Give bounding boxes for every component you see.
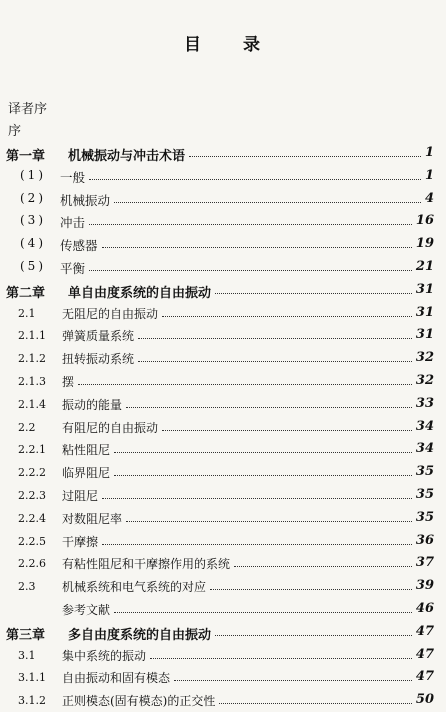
toc-entry-number: 第一章 xyxy=(6,149,46,164)
toc-entry-page: 31 xyxy=(415,281,434,297)
front-matter-translator-preface: 译者序 xyxy=(8,102,48,117)
toc-entry-number: 3.1 xyxy=(18,648,36,662)
toc-entry-page: 21 xyxy=(415,258,434,274)
toc-leader-dots xyxy=(126,407,412,408)
toc-entry xyxy=(0,438,446,461)
toc-leader-dots xyxy=(219,703,412,704)
toc-entry xyxy=(0,188,446,211)
toc-entry-number: 2.2.5 xyxy=(18,534,46,548)
toc-entry xyxy=(0,644,446,667)
toc-entry xyxy=(0,347,446,370)
toc-entry-title: 临界阻尼 xyxy=(62,466,111,481)
toc-entry-page: 32 xyxy=(415,350,434,366)
toc-entry-number: 2.1.2 xyxy=(18,352,46,366)
toc-leader-dots xyxy=(138,361,412,362)
toc-entry-page: 19 xyxy=(415,236,434,252)
toc-entry-page: 37 xyxy=(415,555,434,571)
toc-entry-number: 2.3 xyxy=(18,580,36,594)
toc-leader-dots xyxy=(78,384,412,385)
toc-entry-page: 31 xyxy=(415,304,434,320)
toc-entry-title: 正则模态(固有模态)的正交性 xyxy=(62,694,216,709)
toc-entry-title: 传感器 xyxy=(60,238,98,254)
toc-entry-page: 47 xyxy=(415,623,434,639)
toc-entry-number: 2.2.4 xyxy=(18,511,46,525)
toc-entry-page: 47 xyxy=(415,646,434,662)
toc-leader-dots xyxy=(89,179,421,180)
toc-entry-number: 第二章 xyxy=(6,285,46,301)
toc-entry-title: 集中系统的振动 xyxy=(62,648,147,663)
toc-leader-dots xyxy=(138,338,412,339)
toc-entry-page: 31 xyxy=(415,327,434,343)
toc-entry-number: 第三章 xyxy=(6,627,46,643)
toc-entry-page: 39 xyxy=(415,578,434,594)
toc-leader-dots xyxy=(114,612,412,613)
toc-entry xyxy=(0,165,446,188)
toc-entry-number: (1) xyxy=(20,167,46,182)
toc-leader-dots xyxy=(114,475,412,476)
toc-entry-page: 35 xyxy=(415,509,434,525)
toc-leader-dots xyxy=(114,452,412,453)
toc-leader-dots xyxy=(150,658,412,659)
toc-entry-number: 2.2.6 xyxy=(18,557,46,571)
toc-entry-page: 33 xyxy=(415,395,434,411)
toc-entry xyxy=(0,621,446,644)
toc-entry-title: 一般 xyxy=(60,169,86,185)
toc-entry-number: (3) xyxy=(20,213,46,228)
toc-entry xyxy=(0,324,446,347)
toc-entry-page: 35 xyxy=(415,464,434,480)
toc-leader-dots xyxy=(102,544,412,545)
toc-entry xyxy=(0,461,446,484)
toc-entry-number: 2.1.4 xyxy=(18,397,46,411)
toc-entry-title: 粘性阻尼 xyxy=(62,443,111,458)
toc-entry xyxy=(0,689,446,712)
toc-entry xyxy=(0,233,446,256)
toc-entry xyxy=(0,666,446,689)
toc-leader-dots xyxy=(126,521,412,522)
toc-entry xyxy=(0,279,446,302)
toc-entry-page: 1 xyxy=(424,145,434,160)
toc-entry-number: 2.1 xyxy=(18,306,36,320)
toc-leader-dots xyxy=(89,224,412,225)
toc-entry xyxy=(0,256,446,279)
toc-entry xyxy=(0,598,446,621)
toc-entry-number: 2.2.3 xyxy=(18,488,46,502)
toc-entry xyxy=(0,416,446,439)
toc-entry-number: 3.1.1 xyxy=(18,671,46,685)
title-char-right: 录 xyxy=(243,35,262,55)
toc-entry-title: 单自由度系统的自由振动 xyxy=(68,285,212,301)
toc-entry xyxy=(0,210,446,233)
toc-entry-title: 平衡 xyxy=(60,260,86,276)
toc-entry xyxy=(0,575,446,598)
toc-entry-title: 机械系统和电气系统的对应 xyxy=(62,580,207,595)
toc-leader-dots xyxy=(102,498,412,499)
toc-entry-number: (4) xyxy=(20,236,46,251)
toc-entry-title: 摆 xyxy=(62,374,75,389)
front-matter-preface: 序 xyxy=(8,124,22,139)
toc-entry-page: 34 xyxy=(415,441,434,457)
toc-entry-title: 弹簧质量系统 xyxy=(62,329,135,344)
toc-entry-page: 34 xyxy=(415,418,434,434)
toc-entry-number: (5) xyxy=(20,258,46,273)
toc-leader-dots xyxy=(189,156,421,157)
toc-leader-dots xyxy=(174,680,412,681)
toc-entry xyxy=(0,142,446,165)
toc-entry xyxy=(0,393,446,416)
toc-entry-number: 3.1.2 xyxy=(18,694,46,708)
toc-entry-title: 机械振动 xyxy=(60,192,111,208)
toc-entry-number: (2) xyxy=(20,190,46,205)
toc-entry-page: 4 xyxy=(424,190,434,206)
toc-leader-dots xyxy=(215,635,412,636)
toc-entry-number: 2.2 xyxy=(18,420,36,434)
toc-entry xyxy=(0,507,446,530)
toc-entry-title: 振动的能量 xyxy=(62,397,123,412)
toc-entry-number: 2.1.1 xyxy=(18,329,46,343)
toc-leader-dots xyxy=(234,566,412,567)
toc-leader-dots xyxy=(102,247,412,248)
toc-leader-dots xyxy=(114,202,421,203)
toc-entry-title: 过阻尼 xyxy=(62,488,99,503)
toc-entry xyxy=(0,370,446,393)
toc-entry-title: 有粘性阻尼和干摩擦作用的系统 xyxy=(62,557,231,572)
toc-entry-title: 多自由度系统的自由振动 xyxy=(68,627,212,643)
toc-leader-dots xyxy=(210,589,412,590)
toc-entry-page: 32 xyxy=(415,372,434,388)
toc-entry-page: 35 xyxy=(415,486,434,502)
toc-entry-page: 47 xyxy=(415,669,434,685)
toc-entry-number: 2.2.2 xyxy=(18,466,46,480)
toc-entry-page: 46 xyxy=(415,600,434,616)
toc-leader-dots xyxy=(215,293,412,294)
toc-entry xyxy=(0,530,446,553)
toc-entry-page: 1 xyxy=(424,167,434,183)
toc-leader-dots xyxy=(162,430,412,431)
toc-entry-page: 36 xyxy=(415,532,434,548)
toc-entry-title: 干摩擦 xyxy=(62,534,99,549)
toc-entry-page: 16 xyxy=(415,213,434,229)
toc-leader-dots xyxy=(162,316,412,317)
toc-leader-dots xyxy=(89,270,412,271)
toc-entry-title: 扭转振动系统 xyxy=(62,352,135,367)
title-char-left: 目 xyxy=(184,35,203,55)
toc-entry-title: 参考文献 xyxy=(62,602,111,617)
toc-entry-number: 2.1.3 xyxy=(18,374,46,388)
toc-entry-title: 冲击 xyxy=(60,215,86,231)
toc-entry-title: 无阻尼的自由振动 xyxy=(62,306,159,321)
toc-entry-title: 机械振动与冲击术语 xyxy=(68,149,186,164)
page-title xyxy=(0,30,446,55)
toc-entry-title: 对数阻尼率 xyxy=(62,511,123,526)
toc-entry-title: 有阻尼的自由振动 xyxy=(62,420,159,435)
toc-entry xyxy=(0,552,446,575)
toc-entry xyxy=(0,302,446,325)
table-of-contents xyxy=(0,142,446,712)
toc-entry-number: 2.2.1 xyxy=(18,443,46,457)
toc-entry xyxy=(0,484,446,507)
toc-entry-page: 50 xyxy=(415,692,434,708)
toc-entry-title: 自由振动和固有模态 xyxy=(62,671,171,686)
